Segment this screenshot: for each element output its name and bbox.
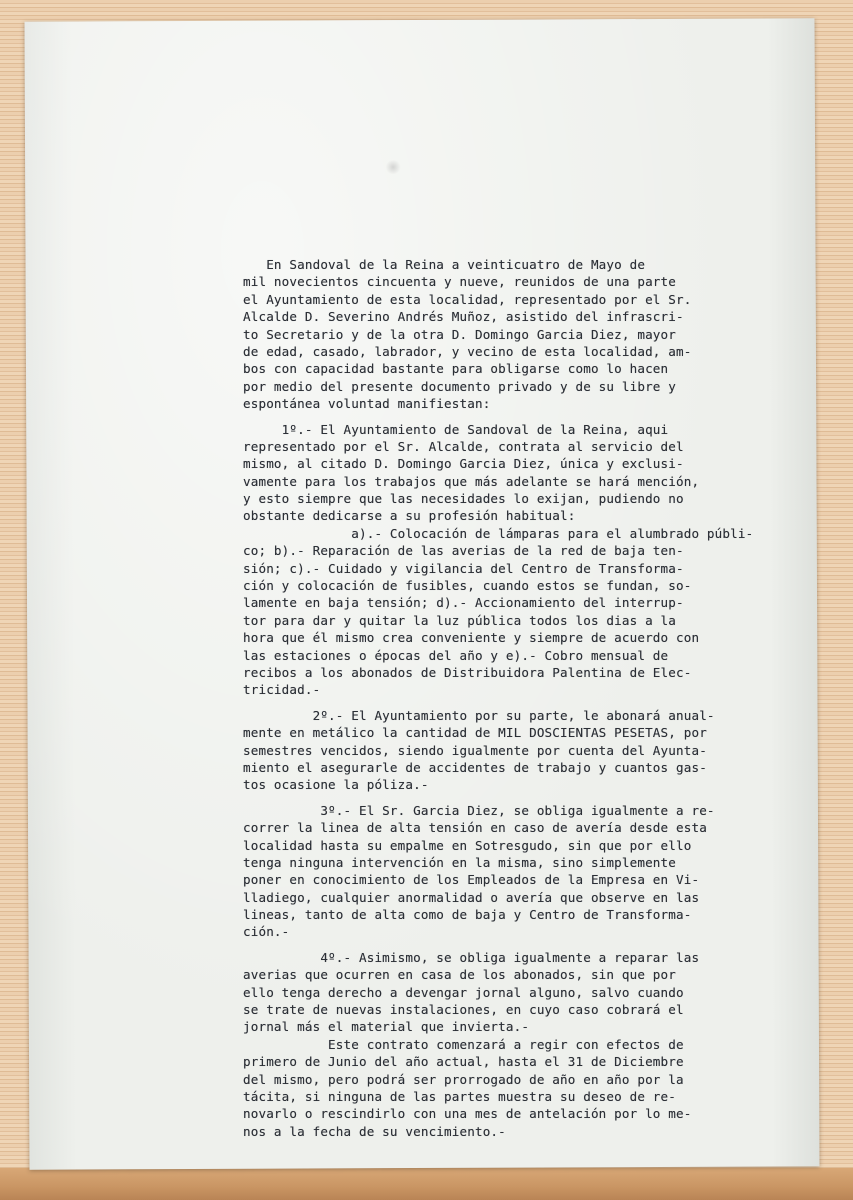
text-line: tenga ninguna intervención en la misma, sino simplemente [243,854,676,870]
paragraph-5 [243,949,795,1140]
table-surface [0,1168,853,1200]
text-line: espontánea voluntad manifiestan: [243,396,491,412]
text-line: ello tenga derecho a devengar jornal alguno, salvo cuando [243,984,684,1000]
text-line: mente en metálico la cantidad de MIL DOSCIENTAS PESETAS, por [243,725,707,741]
text-line: co; b).- Reparación de las averias de la red de baja ten- [243,543,684,559]
paragraph-gap [243,699,795,707]
text-line: del mismo, pero podrá ser prorrogado de año en año por la [243,1071,684,1087]
text-line: representado por el Sr. Alcalde, contrata al servicio del [243,438,684,454]
text-line: localidad hasta su empalme en Sotresgudo, sin que por ello [243,837,692,853]
text-line: semestres vencidos, siendo igualmente por cuenta del Ayunta- [243,742,707,758]
text-line: primero de Junio del año actual, hasta el 31 de Diciembre [243,1054,684,1070]
text-line: lladiego, cualquier anormalidad o avería que observe en las [243,889,700,905]
text-line: se trate de nuevas instalaciones, en cuyo caso cobrará el [243,1002,684,1018]
contract-text [243,256,795,1140]
text-line: las estaciones o épocas del año y e).- Cobro mensual de [243,647,669,663]
text-line: Este contrato comenzará a regir con efectos de [243,1036,684,1052]
paragraph-4 [243,802,795,941]
text-line: 3º.- El Sr. Garcia Diez, se obliga igualmente a re- [243,802,715,818]
text-line: bos con capacidad bastante para obligarse como lo hacen [243,361,669,377]
paragraph-3 [243,707,795,794]
paragraph-gap [243,941,795,949]
text-line: y esto siempre que las necesidades lo exijan, pudiendo no [243,491,684,507]
text-line: jornal más el material que invierta.- [243,1019,530,1035]
text-line: tricidad.- [243,682,321,698]
ink-smudge [385,160,401,174]
text-line: novarlo o rescindirlo con una mes de antelación por lo me- [243,1106,692,1122]
text-line: nos a la fecha de su vencimiento.- [243,1123,506,1139]
text-line: ción.- [243,924,290,940]
text-line: por medio del presente documento privado y de su libre y [243,378,676,394]
text-line: 2º.- El Ayuntamiento por su parte, le abonará anual- [243,707,715,723]
text-line: tos ocasione la póliza.- [243,777,429,793]
text-line: averias que ocurren en casa de los abonados, sin que por [243,967,676,983]
text-line: 4º.- Asimismo, se obliga igualmente a reparar las [243,949,700,965]
text-line: obstante dedicarse a su profesión habitual: [243,508,576,524]
text-line: En Sandoval de la Reina a veinticuatro de Mayo de [243,257,646,272]
text-line: de edad, casado, labrador, y vecino de esta localidad, am- [243,343,692,359]
paragraph-gap [243,794,795,802]
text-line: mil novecientos cincuenta y nueve, reunidos de una parte [243,274,676,290]
text-line: vamente para los trabajos que más adelante se hará mención, [243,473,700,489]
text-line: miento el asegurarle de accidentes de trabajo y cuantos gas- [243,759,707,775]
text-line: a).- Colocación de lámparas para el alumbrado públi- [243,525,754,541]
text-line: ción y colocación de fusibles, cuando estos se fundan, so- [243,578,692,594]
text-line: recibos a los abonados de Distribuidora Palentina de Elec- [243,664,692,680]
text-line: to Secretario y de la otra D. Domingo Garcia Diez, mayor [243,326,676,342]
text-line: poner en conocimiento de los Empleados de la Empresa en Vi- [243,872,700,888]
text-line: sión; c).- Cuidado y vigilancia del Centro de Transforma- [243,560,684,576]
text-line: Alcalde D. Severino Andrés Muñoz, asistido del infrascri- [243,309,684,325]
text-line: correr la linea de alta tensión en caso de avería desde esta [243,820,707,836]
text-line: mismo, al citado D. Domingo Garcia Diez, única y exclusi- [243,456,684,472]
text-line: tor para dar y quitar la luz pública todos los dias a la [243,612,676,628]
text-line: 1º.- El Ayuntamiento de Sandoval de la Reina, aqui [243,421,669,437]
text-line: el Ayuntamiento de esta localidad, representado por el Sr. [243,291,692,307]
text-line: lineas, tanto de alta como de baja y Centro de Transforma- [243,907,692,923]
paragraph-1 [243,256,795,413]
text-line: lamente en baja tensión; d).- Accionamiento del interrup- [243,595,684,611]
paragraph-gap [243,413,795,421]
paragraph-2 [243,421,795,699]
text-line: hora que él mismo crea conveniente y siempre de acuerdo con [243,630,700,646]
text-line: tácita, si ninguna de las partes muestra su deseo de re- [243,1088,676,1104]
